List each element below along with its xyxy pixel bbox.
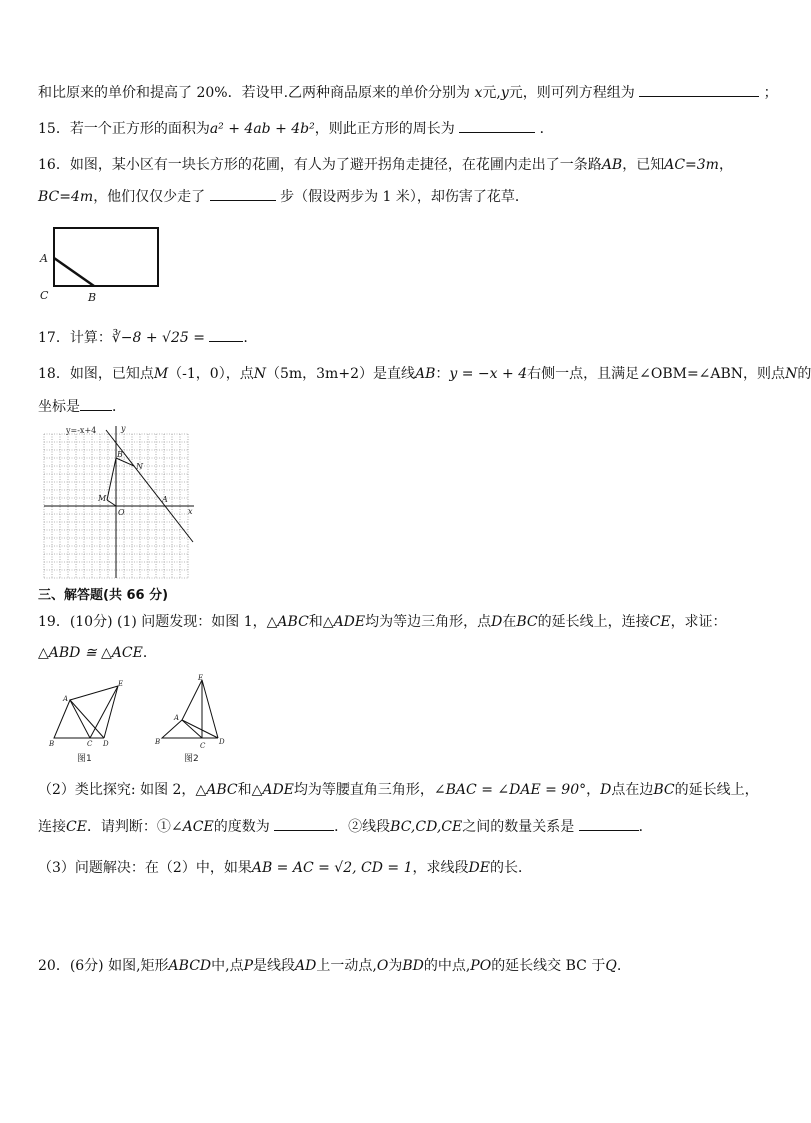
q18-m: M [153,366,169,382]
q19-p2-comma: ， [586,782,601,798]
fig1-label-b: B [49,740,55,748]
answer-blank-18[interactable] [80,396,112,411]
fig2-label-c: C [200,742,206,750]
q19-p2-d: D [600,782,612,798]
q19-text-c: 的延长线上，连接 [537,614,650,630]
q19-p3-text-d: ．②线段 [334,819,391,835]
q18-line2: 坐标是 [38,399,80,415]
question-17 [38,327,756,348]
q19-p3-text-c: 的度数为 [213,819,270,835]
q19-in: 在 [502,614,517,630]
q15-text: 15．若一个正方形的面积为 [38,121,210,137]
q20-abcd: ABCD [168,958,212,974]
answer-blank-14[interactable] [639,82,759,97]
label-c: C [40,289,49,302]
q18-n2: N [785,366,798,382]
q19-p3-angle: ∠ACE [170,819,214,835]
q16-text: 16．如图，某小区有一块长方形的花圃，有人为了避开拐角走捷径，在花圃内走出了一条路 [38,157,602,173]
q14-text-mid: 元, [482,85,501,101]
q19-p2-abc: △ABC [195,782,238,798]
fig2-caption: 图2 [184,754,199,764]
q18-colon: ： [435,366,450,382]
fig2-label-d: D [219,738,225,746]
fig1-label-c: C [87,740,93,748]
q17-end: . [243,330,248,346]
segment-bm [107,458,116,500]
answer-blank-15[interactable] [459,118,535,133]
q17-expression: ∛−8 + √25 = [111,330,205,346]
q19-p2-text: （2）类比探究: 如图 2， [38,782,196,798]
q14-text-post: 元，则可列方程组为 [508,85,635,101]
label-n: N [136,462,143,471]
label-m: M [98,494,107,503]
q20-text-f: 的中点, [423,958,471,974]
x-axis-label: x [188,507,193,516]
path-ab [54,258,94,286]
question-16-line2 [38,186,756,207]
q19-p4-condition: AB = AC = √2, CD = 1 [251,860,413,876]
section-heading: 三、解答题(共 66 分) [38,588,169,603]
q19-p2-and: 和 [237,782,252,798]
q20-o: O [376,958,389,974]
q19-p2-text-f: 的延长线上， [674,782,759,798]
q16-text-c: ，他们仅仅少走了 [93,189,206,205]
question-15 [38,118,756,139]
q18-equation: y = −x + 4 [449,366,528,382]
q19-text-d: ，求证： [670,614,727,630]
q16-figure [36,222,166,304]
question-18-line1 [38,364,811,384]
q18-mid: 右侧一点，且满足∠OBM=∠ABN，则点 [527,366,786,382]
fig1-caption: 图1 [77,754,92,764]
q17-text: 17．计算： [38,330,112,346]
var-x: x [474,85,483,101]
q19-p4-text-c: 的长． [489,860,532,876]
q20-ad: AD [295,958,317,974]
question-19-line2 [38,643,756,663]
label-a: A [162,495,168,504]
q20-p: P [243,958,254,974]
q19-text: 19．(10分) (1) 问题发现：如图 1， [38,614,267,630]
q20-text-e: 为 [388,958,403,974]
q19-p3-text-b: ．请判断：① [86,819,171,835]
q19-d: D [491,614,503,630]
question-18-line2 [38,396,756,417]
q20-q: Q [605,958,617,974]
line-label: y=-x+4 [66,426,97,435]
q19-p3-segments: BC,CD,CE [390,819,463,835]
answer-blank-17[interactable] [209,327,243,342]
q20-text-c: 是线段 [253,958,296,974]
q19-p2-bc: BC [653,782,675,798]
q19-congruence: △ABD ≅ △ACE [38,645,143,661]
q16-comma: ， [718,157,733,173]
garden-rectangle [54,228,158,286]
q16-bc: BC=4m [38,189,94,205]
answer-blank-19-1[interactable] [274,816,334,831]
q14-end: ； [763,85,778,101]
fig2-label-a: A [174,714,180,722]
q19-p4-text-b: ，求线段 [412,860,469,876]
q20-text-g: 的延长线交 BC 于 [491,958,606,974]
answer-blank-19-2[interactable] [579,816,639,831]
q19-figure-2 [150,670,240,766]
var-y: y [500,85,509,101]
q20-text: 20．(6分) 如图,矩形 [38,958,169,974]
q15-end: ． [539,121,554,137]
q15-expression: a² + 4ab + 4b² [209,121,315,137]
q18-coordinate-figure [38,424,198,582]
q19-p4-text: （3）问题解决：在（2）中，如果 [38,860,252,876]
q14-tail [38,82,778,103]
q19-p3-text-e: 之间的数量关系是 [462,819,575,835]
q19-text-b: 均为等边三角形，点 [365,614,492,630]
q19-and: 和 [308,614,323,630]
question-19-part3 [38,858,756,878]
q18-end: ． [112,399,126,415]
q20-text-b: 中,点 [211,958,244,974]
question-19-part2-line2 [38,816,756,837]
question-19-line1 [38,612,756,632]
q19-p2-text-e: 点在边 [611,782,654,798]
q20-text-d: 上一动点, [316,958,377,974]
question-20 [38,956,756,976]
label-o: O [118,508,125,517]
q16-text-d: 步（假设两步为 1 米），却伤害了花草． [280,189,529,205]
question-16-line1 [38,155,756,175]
q19-end: ． [142,645,157,661]
q19-ce: CE [649,614,671,630]
segment-mo [107,500,116,506]
q19-p3-end: ． [638,819,653,835]
q18-n: N [253,366,266,382]
q19-p2-angle: ∠BAC = ∠DAE = 90° [433,782,587,798]
answer-blank-16[interactable] [210,186,276,201]
q18-ncoord: （5m，3m+2）是直线 [265,366,415,382]
q16-ac: AC=3m [664,157,719,173]
y-axis-label: y [121,424,126,433]
q15-text-post: ，则此正方形的周长为 [314,121,455,137]
q19-p3-ce: CE [66,819,87,835]
q18-tail: 的 [797,366,811,382]
q19-p2-ade: △ADE [251,782,294,798]
q14-text: 和比原来的单价和提高了 20%．若设甲.乙两种商品原来的单价分别为 [38,85,471,101]
q20-po: PO [470,958,492,974]
q20-end: . [616,958,622,974]
label-b: B [88,291,97,304]
label-b: B [117,450,123,459]
fig1-label-a: A [63,695,69,703]
q20-bd: BD [402,958,424,974]
q18-ab: AB [414,366,436,382]
question-19-part2 [38,780,759,800]
q18-text: 18．如图，已知点 [38,366,154,382]
q19-abc: △ABC [266,614,309,630]
q16-ab: AB [601,157,623,173]
q19-p3-text: 连接 [38,819,66,835]
fig1-label-d: D [103,740,109,748]
fig2-label-b: B [155,738,161,746]
q19-ade: △ADE [322,614,366,630]
q16-text-b: ，已知 [622,157,665,173]
q19-p4-de: DE [468,860,490,876]
q18-mcoord: （-1，0），点 [168,366,254,382]
q19-figure-1 [44,676,134,766]
label-a: A [40,252,48,265]
q19-p2-text-b: 均为等腰直角三角形， [293,782,434,798]
q19-bc: BC [516,614,538,630]
fig1-label-e: E [118,680,124,688]
fig2-label-e: E [198,674,204,682]
